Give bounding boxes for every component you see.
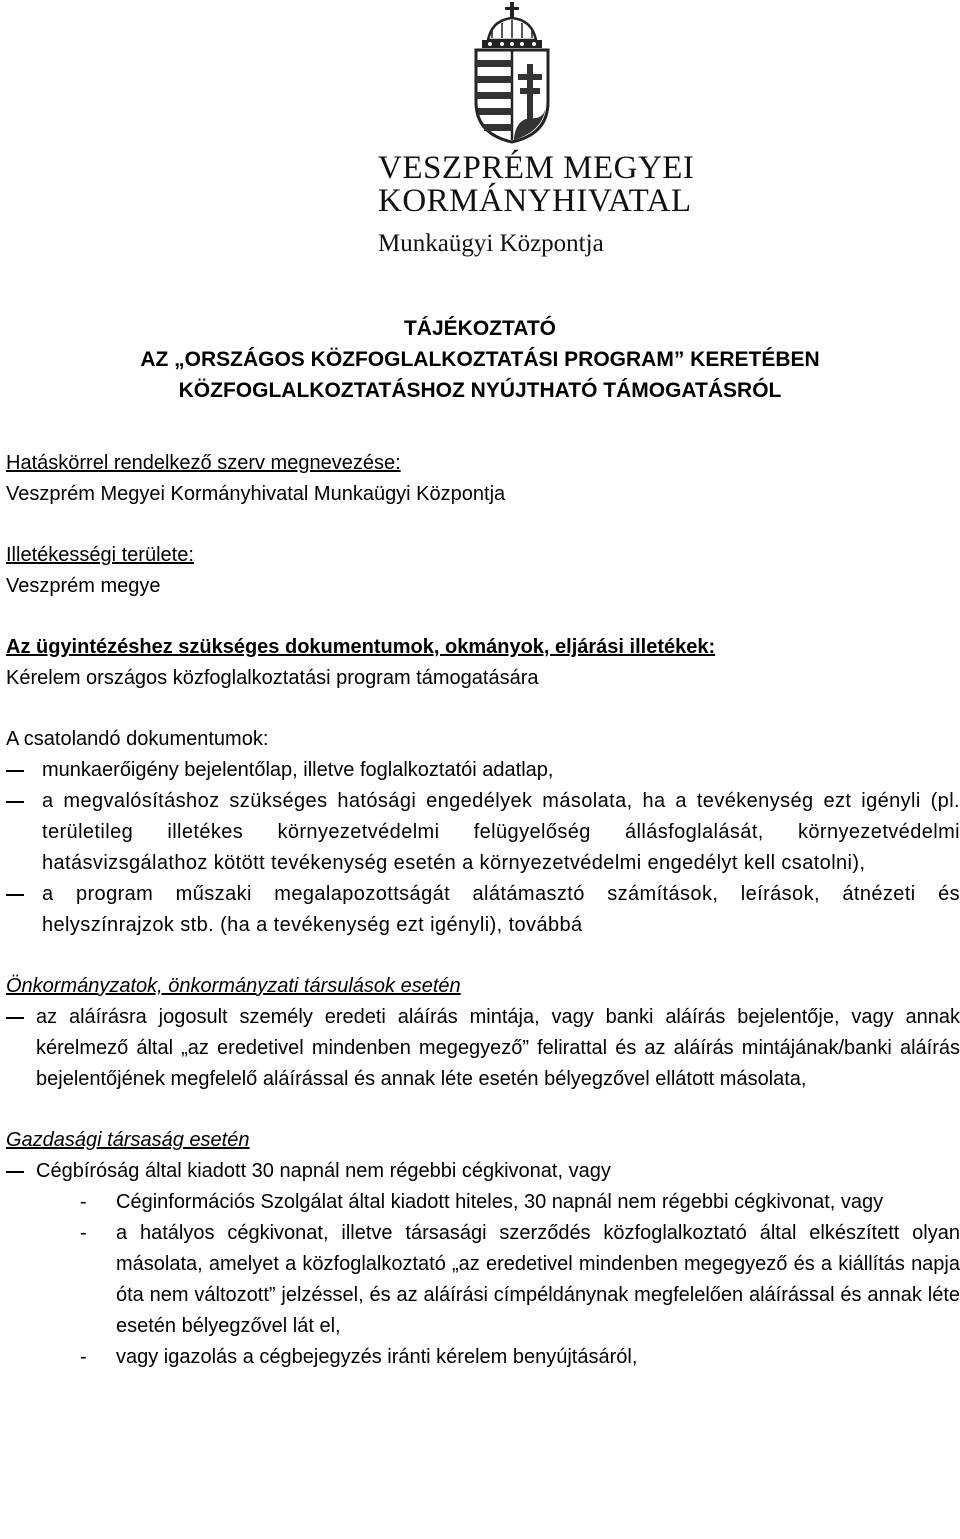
list-item	[6, 786, 960, 879]
title-line-2: AZ „ORSZÁGOS KÖZFOGLALKOZTATÁSI PROGRAM” KERETÉBEN	[140, 348, 820, 371]
sub-list-item-text: Céginformációs Szolgálat által kiadott hiteles, 30 napnál nem régebbi cégkivonat, vagy	[116, 1191, 884, 1213]
list-item-text: Cégbíróság által kiadott 30 napnál nem régebbi cégkivonat, vagy	[36, 1160, 611, 1182]
hyphen-marker: -	[80, 1222, 87, 1244]
list-item-text: az aláírásra jogosult személy eredeti aláírás mintája, vagy banki aláírás bejelentője, vagy annak kérelmező által „az eredetivel mindenben megegyező” felirattal és az aláírás mintájának/banki aláírás bejelentőjének megfelelő aláírással és annak léte esetén bélyegzővel ellátott másolata,	[36, 1006, 960, 1090]
municipal-heading: Önkormányzatok, önkormányzati társulások esetén	[6, 975, 461, 997]
documents-value: Kérelem országos közfoglalkoztatási program támogatására	[6, 667, 539, 689]
hyphen-marker: -	[80, 1346, 87, 1368]
organization-name-line2: KORMÁNYHIVATAL	[378, 183, 692, 219]
documents-heading: Az ügyintézéshez szükséges dokumentumok, okmányok, eljárási illetékek:	[6, 636, 716, 658]
title-line-1: TÁJÉKOZTATÓ	[403, 317, 557, 340]
company-list	[6, 1156, 960, 1187]
sub-list-item	[6, 1187, 960, 1218]
attachments-intro: A csatolandó dokumentumok:	[6, 728, 269, 750]
list-item	[6, 1002, 960, 1095]
company-heading: Gazdasági társaság esetén	[6, 1129, 250, 1151]
sub-list-item-text: a hatályos cégkivonat, illetve társasági szerződés közfoglalkoztató által elkészített olyan másolata, amelyet a közfoglalkoztató „az eredetivel mindenben megegyező és a kiállítás napja óta nem változott” jelzéssel, és az aláírási címpéldánynak megfelelően aláírással és annak léte esetén bélyegzővel lát el,	[116, 1222, 960, 1337]
title-line-3: KÖZFOGLALKOZTATÁSHOZ NYÚJTHATÓ TÁMOGATÁSRÓL	[178, 379, 782, 402]
attachments-list	[6, 755, 960, 941]
municipal-list	[6, 1002, 960, 1095]
hyphen-marker: -	[80, 1191, 87, 1213]
authority-heading: Hatáskörrel rendelkező szerv megnevezése:	[6, 452, 401, 474]
sub-list-item-text: vagy igazolás a cégbejegyzés iránti kérelem benyújtásáról,	[116, 1346, 638, 1368]
list-item	[6, 1156, 960, 1187]
document-body	[6, 448, 960, 1373]
sub-list-item	[6, 1342, 960, 1373]
list-item	[6, 879, 960, 941]
jurisdiction-heading: Illetékességi területe:	[6, 544, 194, 566]
authority-value: Veszprém Megyei Kormányhivatal Munkaügyi Központja	[6, 483, 506, 505]
company-sublist	[6, 1187, 960, 1373]
sub-list-item	[6, 1218, 960, 1342]
document-title	[0, 313, 960, 406]
list-item-text: a program műszaki megalapozottságát alátámasztó számítások, leírások, átnézeti és helyszínrajzok stb. (ha a tevékenység ezt igényli), továbbá	[42, 883, 960, 936]
jurisdiction-value: Veszprém megye	[6, 575, 161, 597]
list-item-text: munkaerőigény bejelentőlap, illetve foglalkoztatói adatlap,	[42, 759, 554, 781]
department-name: Munkaügyi Központja	[378, 230, 604, 257]
list-item-text: a megvalósításhoz szükséges hatósági engedélyek másolata, ha a tevékenység ezt igényli (pl. területileg illetékes környezetvédelmi felügyelőség állásfoglalását, környezetvédelmi hatásvizsgálathoz kötött tevékenység esetén a környezetvédelmi engedélyt kell csatolni),	[42, 790, 960, 874]
document-header	[0, 0, 960, 270]
list-item	[6, 755, 960, 786]
coat-of-arms-icon	[468, 2, 556, 144]
organization-name-line1: VESZPRÉM MEGYEI	[378, 150, 695, 186]
